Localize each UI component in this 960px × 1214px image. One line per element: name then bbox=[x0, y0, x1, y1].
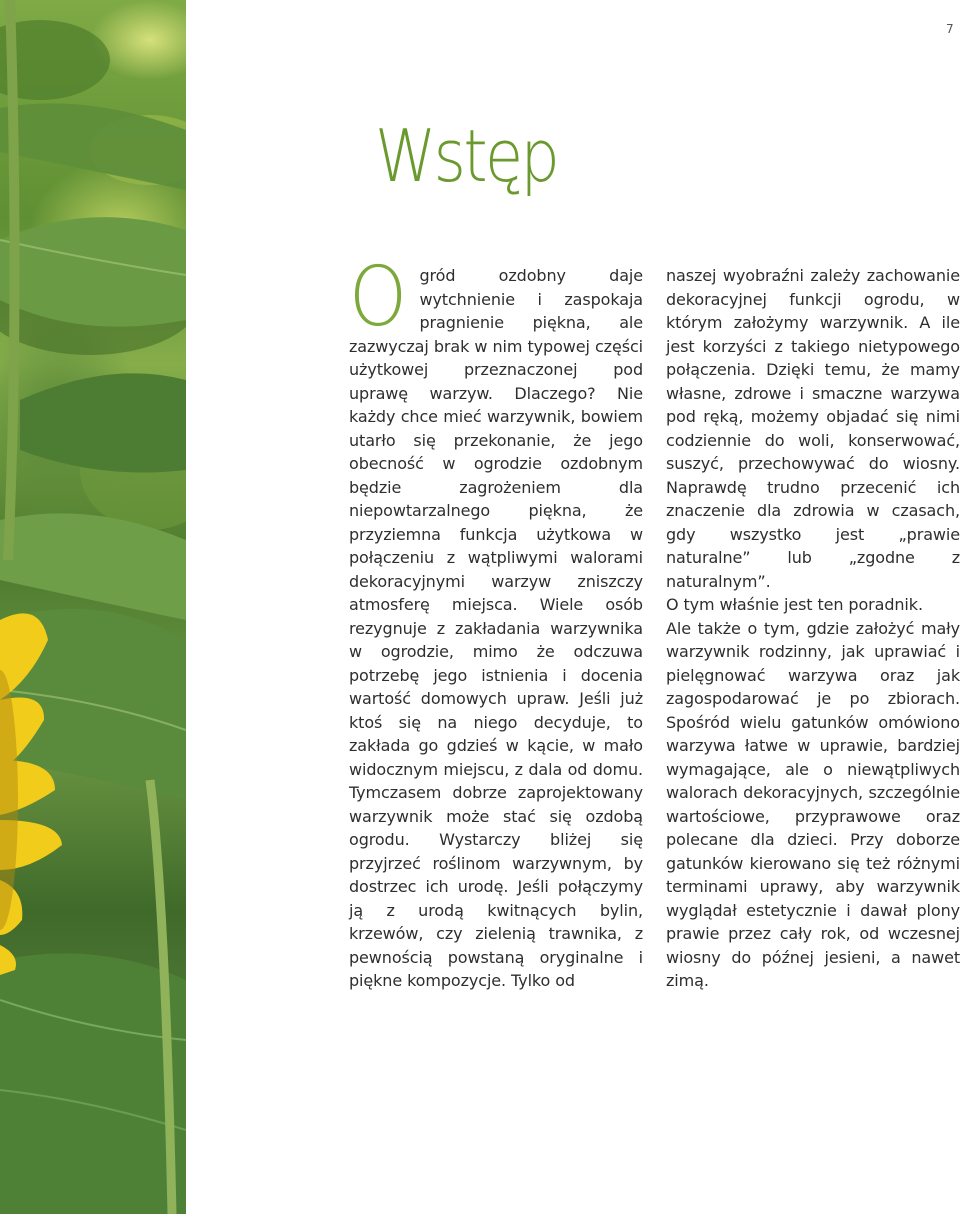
text-column-left bbox=[349, 250, 643, 993]
paragraph-text: gród ozdobny daje wytchnienie i zaspokaja pragnienie piękna, ale zazwyczaj brak w nim typowej części użytkowej przeznaczonej pod uprawę warzyw. Dlaczego? Nie każdy chce mieć warzywnik, bowiem utarło się przekonanie, że jego obecność w ogrodzie ozdobnym będzie zagrożeniem dla niepowtarzalnego piękna, że przyziemna funkcja użytkowa w połączeniu z wątpliwymi walorami dekoracyjnymi warzyw zniszczy atmosferę miejsca. Wiele osób rezygnuje z zakładania warzywnika w ogrodzie, mimo że odczuwa potrzebę jego istnienia i docenia wartość domowych upraw. Jeśli już ktoś się na niego decyduje, to zakłada go gdzieś w kącie, w mało widocznym miejscu, z dala od domu. Tymczasem dobrze zaprojektowany warzywnik może stać się ozdobą ogrodu. Wystarczy bliżej się przyjrzeć roślinom warzywnym, by dostrzec ich urodę. Jeśli połączymy ją z urodą kwitnących bylin, krzewów, czy zielenią trawnika, z pewnością powstaną oryginalne i piękne kompozycje. Tylko od bbox=[349, 266, 643, 990]
paragraph: naszej wyobraźni zależy zachowanie dekoracyjnej funkcji ogrodu, w którym założymy warzywnik. A ile jest korzyści z takiego nietypowego połączenia. Dzięki temu, że mamy własne, zdrowe i smaczne warzywa pod ręką, możemy objadać się nimi codziennie do woli, konserwować, suszyć, przechowywać do wiosny. Naprawdę trudno przecenić ich znaczenie dla zdrowia w czasach, gdy wszystko jest „prawie naturalne” lub „zgodne z naturalnym”. bbox=[666, 266, 960, 591]
sunflower-leaves-illustration bbox=[0, 0, 186, 1214]
paragraph: O tym właśnie jest ten poradnik. bbox=[666, 595, 923, 614]
paragraph bbox=[349, 250, 643, 993]
drop-cap: O bbox=[349, 250, 408, 345]
text-column-right bbox=[666, 264, 960, 993]
paragraph: Ale także o tym, gdzie założyć mały warzywnik rodzinny, jak uprawiać i pielęgnować warzywa oraz jak zagospodarować je po zbiorach. Spośród wielu gatunków omówiono warzywa łatwe w uprawie, bardziej wymagające, ale o niewątpliwych walorach dekoracyjnych, szczególnie wartościowe, przyprawowe oraz polecane dla dzieci. Przy doborze gatunków kierowano się też różnymi terminami uprawy, aby warzywnik wyglądał estetycznie i dawał plony prawie przez cały rok, od wczesnej wiosny do późnej jesieni, a nawet zimą. bbox=[666, 618, 960, 990]
chapter-title: Wstęp bbox=[375, 114, 558, 198]
page-number-text: 7 bbox=[946, 22, 954, 36]
sunflower-photo bbox=[0, 0, 186, 1214]
